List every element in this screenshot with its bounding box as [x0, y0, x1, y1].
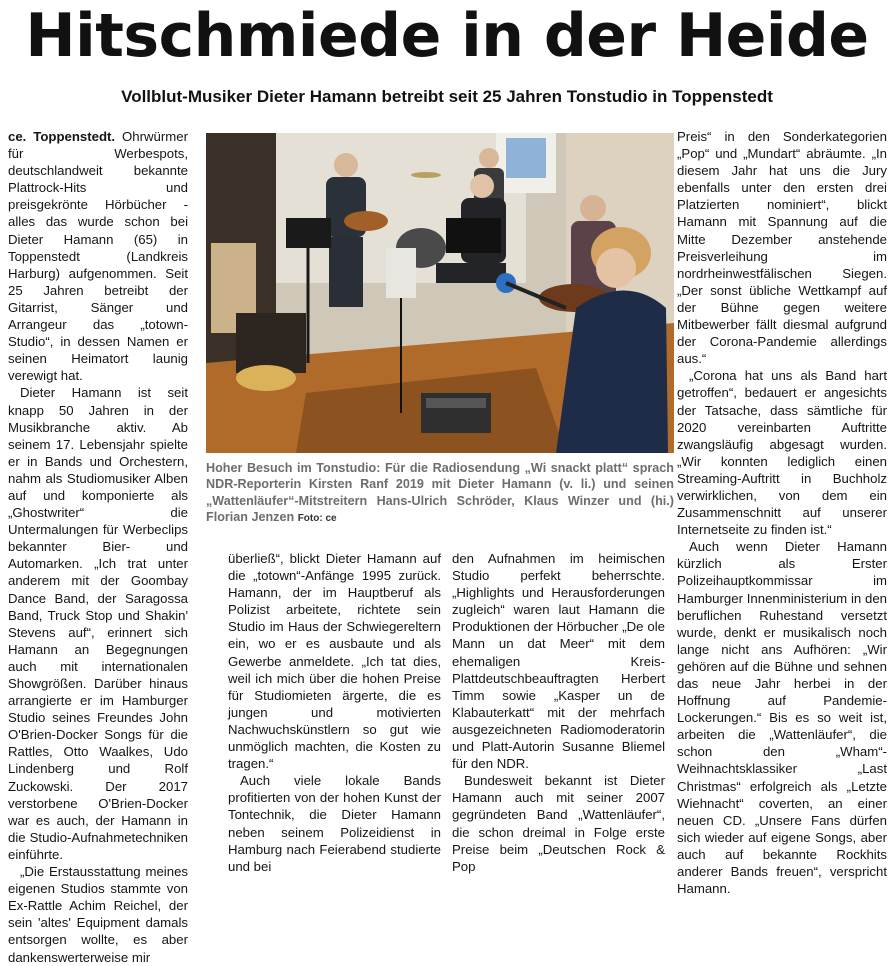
- paragraph: Preis“ in den Sonderkategorien „Pop“ und „Mundart“ abräumte. „In diesem Jahr hat uns die Jury ebenfalls unter den ersten drei Platzierten nominiert“, blickt Hamann mit Spannung auf die Mitte Dezember anstehende Preisverleihung im nordrheinwestfälischen Siegen. „Der sonst übliche Wettkampf auf der Bühne gegen weitere Mitbewerber fällt diesmal aufgrund der Corona-Pandemie allerdings aus.“: [677, 129, 887, 367]
- paragraph: Auch viele lokale Bands profitierten von der hohen Kunst der Tontechnik, die Dieter Hamann neben seinem Polizeidienst in Hamburg nach Feierabend studierte und bei: [228, 773, 441, 874]
- paragraph: [8, 128, 188, 384]
- paragraph: Dieter Hamann ist seit knapp 50 Jahren in der Musikbranche aktiv. Ab seinem 17. Lebensjahr spielte er in Bands und Orchestern, nahm als Studiomusiker Alben auf und komponierte als „Ghostwriter“ die Untermalungen für Werbeclips bekannter Bier- und Automarken. „Ich trat unter anderem mit der Goombay Dance Band, der Saragossa Band, Truck Stop und Shakin' Stevens auf“, erinnert sich Hamann an Begegnungen auch mit internationalen Showgrößen. Darüber hinaus arrangierte er im Hamburger Studio seines Freundes John O'Brien-Docker Songs für die Rattles, Otto Waalkes, Udo Lindenberg und Rolf Zuckowski. Der 2017 verstorbene O'Brien-Docker war es auch, der Hamann in die Studio-Aufnahmetechniken einführte.: [8, 385, 188, 862]
- article-column-4: [677, 128, 887, 897]
- article-column-2: [228, 550, 441, 875]
- article-column-1: [8, 128, 188, 966]
- article-column-3: [452, 550, 665, 875]
- photo-credit: Foto: ce: [297, 513, 337, 525]
- photo-caption: [206, 460, 674, 528]
- dateline: ce. Toppenstedt.: [8, 129, 116, 144]
- studio-photo: [206, 133, 674, 453]
- headline: Hitschmiede in der Heide: [25, 1, 869, 71]
- paragraph: Bundesweit bekannt ist Dieter Hamann auch mit seiner 2007 gegründeten Band „Wattenläufer“, die schon dreimal in Folge erste Preise beim „Deutschen Rock & Pop: [452, 773, 665, 874]
- paragraph: „Corona hat uns als Band hart getroffen“, bedauert er angesichts der Tatsache, dass sämtliche für 2020 vereinbarten Auftritte zwangsläufig abgesagt wurden. „Wir konnten lediglich einen Streaming-Auftritt in Buchholz verwirklichen, von dem ein Zusammenschnitt auf unserer Internetseite zu finden ist.“: [677, 368, 887, 538]
- paragraph-text: Ohrwürmer für Werbespots, deutschlandweit bekannte Plattrock-Hits und preisgekrönte Hörbücher - alles das wurde schon bei Dieter Hamann (65) in Toppenstedt (Landkreis Harburg) aufgenommen. Seit 25 Jahren betreibt der Gitarrist, Sänger und Arrangeur das „totown-Studio“, in dessen Namen er seinen Heimatort launig verewigt hat.: [8, 129, 188, 384]
- caption-text: Hoher Besuch im Tonstudio: Für die Radiosendung „Wi snackt platt“ sprach NDR-Reporterin Kirsten Ranf 2019 mit Dieter Hamann (v. li.) und seinen „Wattenläufer“-Mitstreitern Hans-Ulrich Schröder, Klaus Winzer und (hi.) Florian Jenzen: [206, 461, 674, 525]
- paragraph: „Die Erstausstattung meines eigenen Studios stammte von Ex-Rattle Achim Reichel, der sein 'altes' Equipment damals entsorgen wollte, es aber dankenswerterweise mir: [8, 864, 188, 965]
- paragraph: den Aufnahmen im heimischen Studio perfekt beherrschte. „Highlights und Herausforderungen zugleich“ waren laut Hamann die Produktionen der Hörbucher „De ole Mann un dat Meer“ mit dem ehemaligen Kreis-Plattdeutschbeauftragten Herbert Timm sowie „Kasper un de Klabauterkatt“ mit der mehrfach ausgezeichneten Radiomoderatorin und Platt-Autorin Susanne Bliemel für den NDR.: [452, 551, 665, 772]
- subheadline: Vollblut-Musiker Dieter Hamann betreibt seit 25 Jahren Tonstudio in Toppenstedt: [121, 87, 773, 106]
- paragraph: überließ“, blickt Dieter Hamann auf die „totown“-Anfänge 1995 zurück. Hamann, der im Hauptberuf als Polizist arbeitete, richtete sein Studio im Haus der Schwiegereltern ein, wo er es ausbaute und als Gewerbe anmeldete. „Ich tat dies, weil ich mich über die hohen Preise für Studiomieten ärgerte, die es jungen und motivierten Nachwuchskünstlern so gut wie unmöglich machten, die Kosten zu tragen.“: [228, 551, 441, 772]
- paragraph: Auch wenn Dieter Hamann kürzlich als Erster Polizeihauptkommissar im Hamburger Innenministerium in den beruflichen Ruhestand versetzt wurde, denkt er musikalisch noch lange nicht ans Aufhören: „Wir gehören auf die Bühne und sehnen das neue Jahr herbei in der Hoffnung auf Pandemie-Lockerungen.“ Bis es so weit ist, arbeiten die „Wattenläufer“, die schon den „Wham“-Weihnachtsklassiker „Last Christmas“ erfolgreich als „Letzte Wiehnacht“ coverten, an einer neuen CD. „Unsere Fans dürfen sich wieder auf eigene Songs, aber auch auf bekannte Rockhits anderer Bands freuen“, verspricht Hamann.: [677, 539, 887, 897]
